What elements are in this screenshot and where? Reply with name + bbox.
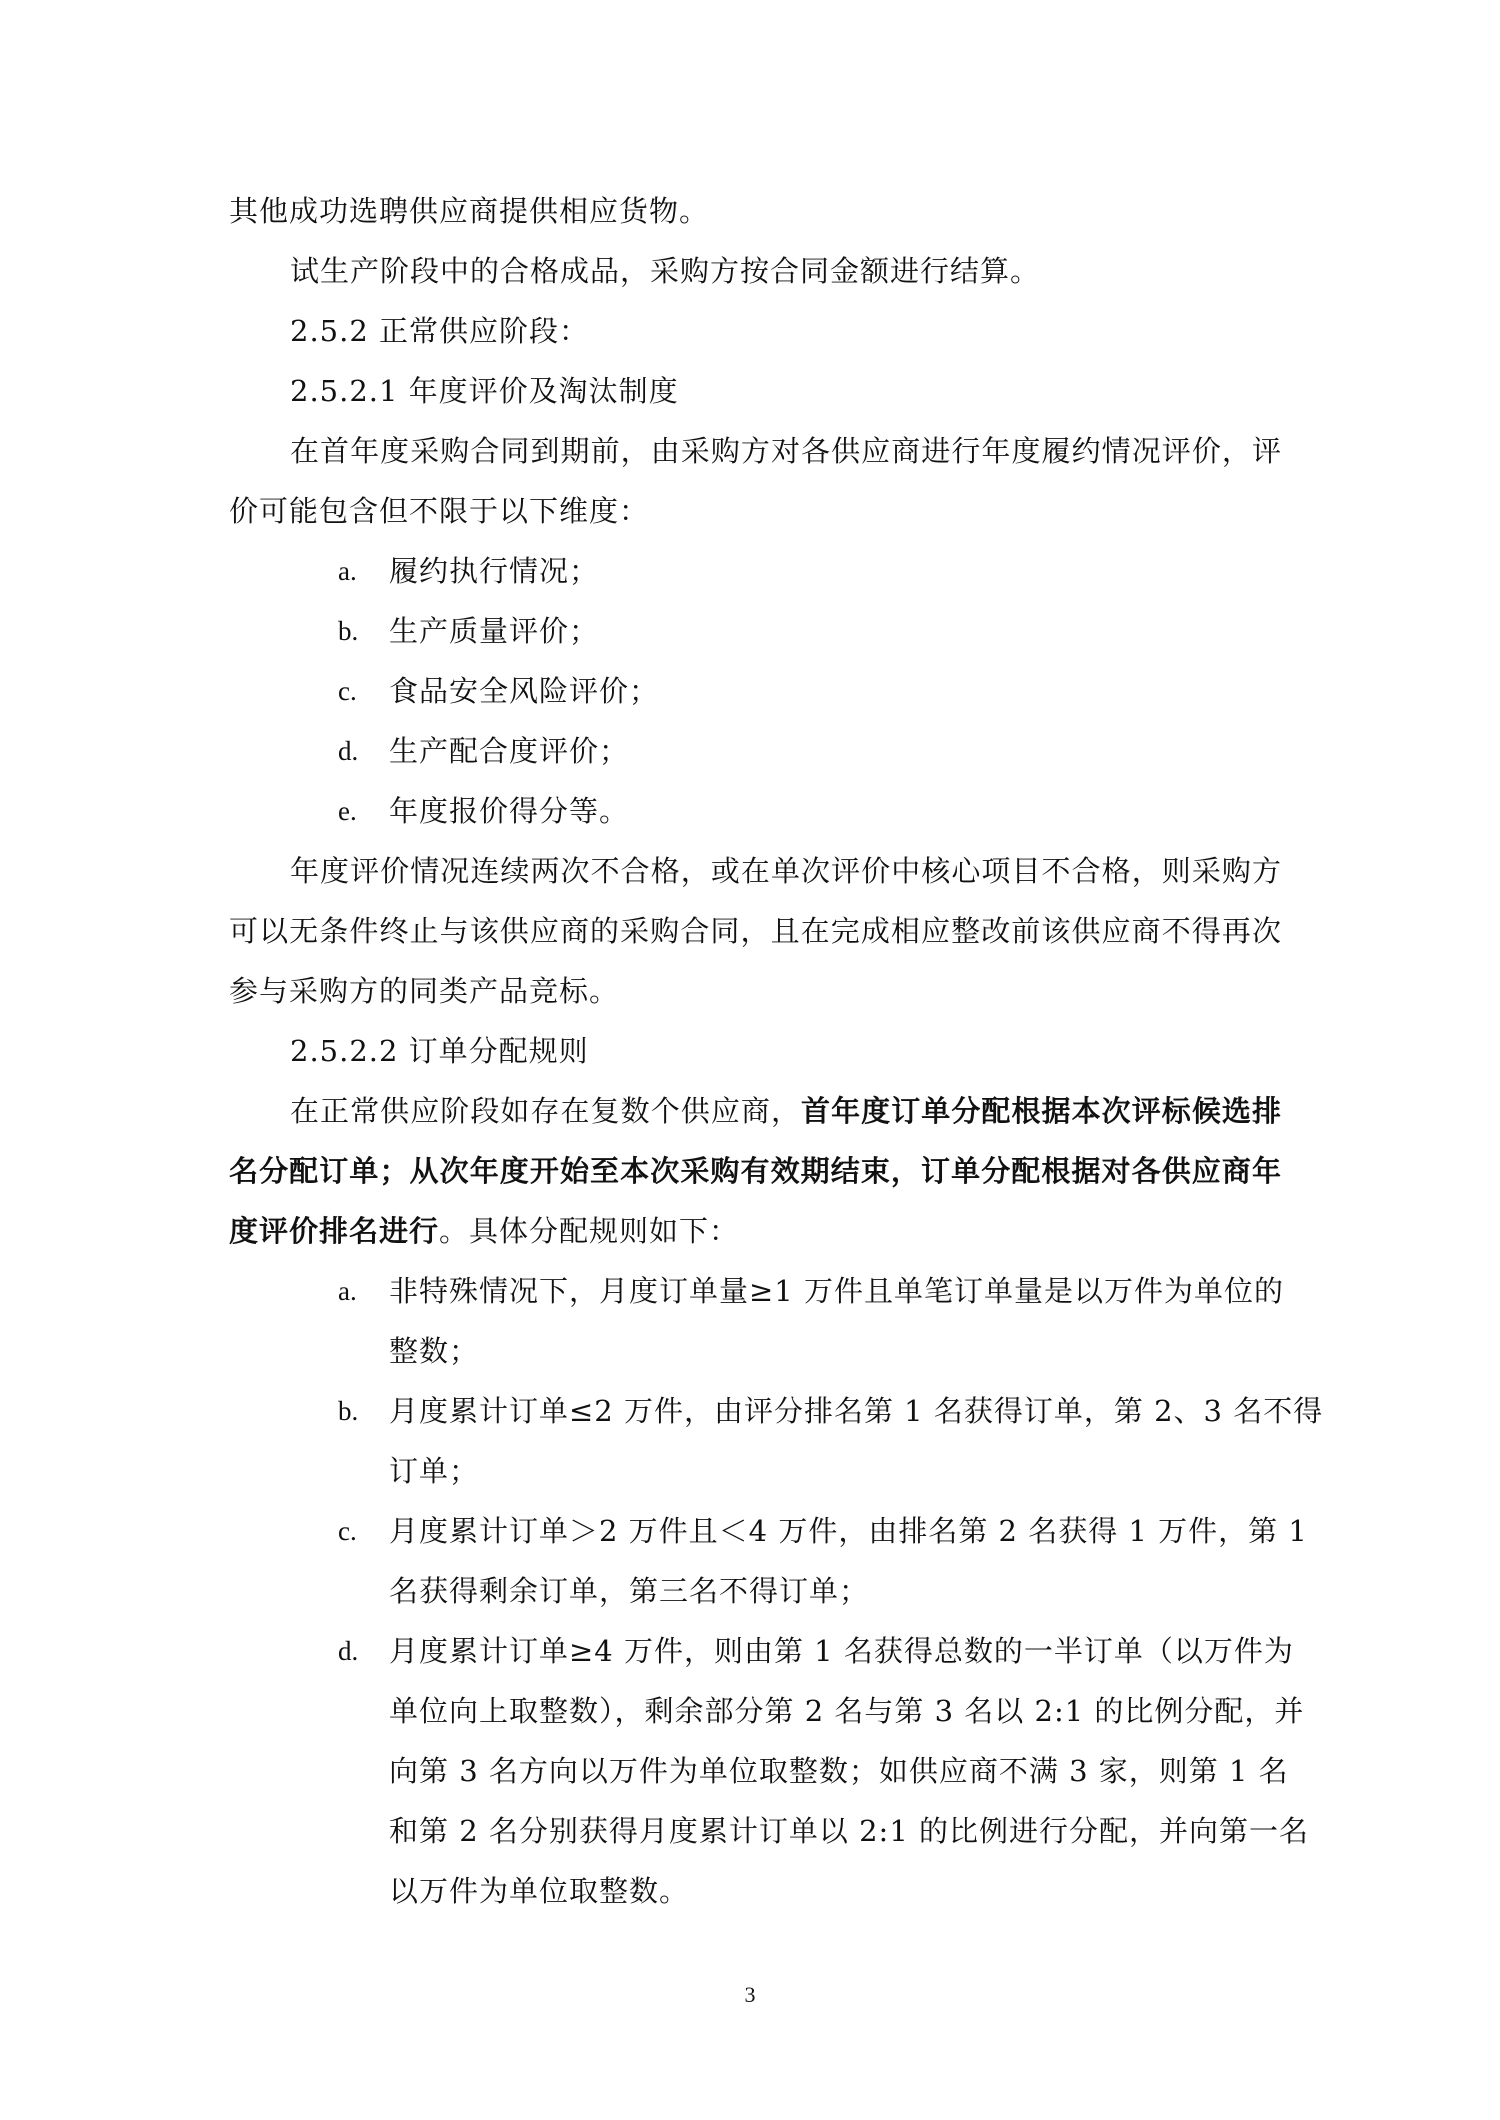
list-label: c. (338, 676, 357, 706)
list-item-line: 订单； (389, 1454, 480, 1488)
bold-text: 名分配订单；从次年度开始至本次采购有效期结束，订单分配根据对各供应商年 (229, 1154, 1282, 1188)
section-heading: 2.5.2.1 年度评价及淘汰制度 (290, 374, 679, 408)
list-item-line: 月度累计订单≤2 万件，由评分排名第 1 名获得订单，第 2、3 名不得 (389, 1394, 1324, 1428)
list-item-line: 名获得剩余订单，第三名不得订单； (389, 1574, 870, 1608)
list-label: e. (338, 796, 357, 826)
bold-text: 首年度订单分配根据本次评标候选排 (801, 1094, 1282, 1128)
list-item-line: 和第 2 名分别获得月度累计订单以 2:1 的比例进行分配，并向第一名 (389, 1814, 1309, 1848)
paragraph-line: 试生产阶段中的合格成品，采购方按合同金额进行结算。 (290, 254, 1041, 288)
paragraph-line (229, 1211, 739, 1251)
page-number: 3 (744, 1982, 756, 2007)
list-label: c. (338, 1516, 357, 1546)
list-item-line: 向第 3 名方向以万件为单位取整数；如供应商不满 3 家，则第 1 名 (389, 1754, 1289, 1788)
list-label: b. (338, 1396, 359, 1426)
normal-text: 。具体分配规则如下： (439, 1214, 740, 1248)
list-item-line: 单位向上取整数），剩余部分第 2 名与第 3 名以 2:1 的比例分配，并 (389, 1694, 1305, 1728)
list-label: a. (338, 556, 357, 586)
list-item: 生产质量评价； (389, 614, 600, 648)
list-item-line: 月度累计订单≥4 万件，则由第 1 名获得总数的一半订单（以万件为 (389, 1634, 1294, 1668)
list-item-line: 整数； (389, 1334, 480, 1368)
section-heading: 2.5.2 正常供应阶段： (290, 314, 590, 348)
list-item: 履约执行情况； (389, 554, 600, 588)
list-label: d. (338, 736, 359, 766)
paragraph-line (290, 1091, 1282, 1131)
list-item: 生产配合度评价； (389, 734, 630, 768)
list-label: a. (338, 1276, 357, 1306)
normal-text: 在正常供应阶段如存在复数个供应商， (290, 1094, 802, 1128)
paragraph-line: 其他成功选聘供应商提供相应货物。 (229, 194, 710, 228)
section-heading: 2.5.2.2 订单分配规则 (290, 1034, 589, 1068)
paragraph-line: 价可能包含但不限于以下维度： (229, 494, 650, 528)
list-item: 年度报价得分等。 (389, 794, 630, 828)
paragraph-line: 年度评价情况连续两次不合格，或在单次评价中核心项目不合格，则采购方 (290, 854, 1282, 888)
list-item-line: 非特殊情况下，月度订单量≥1 万件且单笔订单量是以万件为单位的 (389, 1274, 1284, 1308)
list-item-line: 以万件为单位取整数。 (389, 1874, 690, 1908)
list-label: b. (338, 616, 359, 646)
list-item-line: 月度累计订单＞2 万件且＜4 万件，由排名第 2 名获得 1 万件，第 1 (389, 1514, 1308, 1548)
paragraph-line: 可以无条件终止与该供应商的采购合同，且在完成相应整改前该供应商不得再次 (229, 914, 1282, 948)
bold-text: 度评价排名进行 (229, 1214, 440, 1248)
list-label: d. (338, 1636, 359, 1666)
list-item: 食品安全风险评价； (389, 674, 660, 708)
paragraph-line: 在首年度采购合同到期前，由采购方对各供应商进行年度履约情况评价，评 (290, 434, 1282, 468)
paragraph-line: 参与采购方的同类产品竞标。 (229, 974, 620, 1008)
